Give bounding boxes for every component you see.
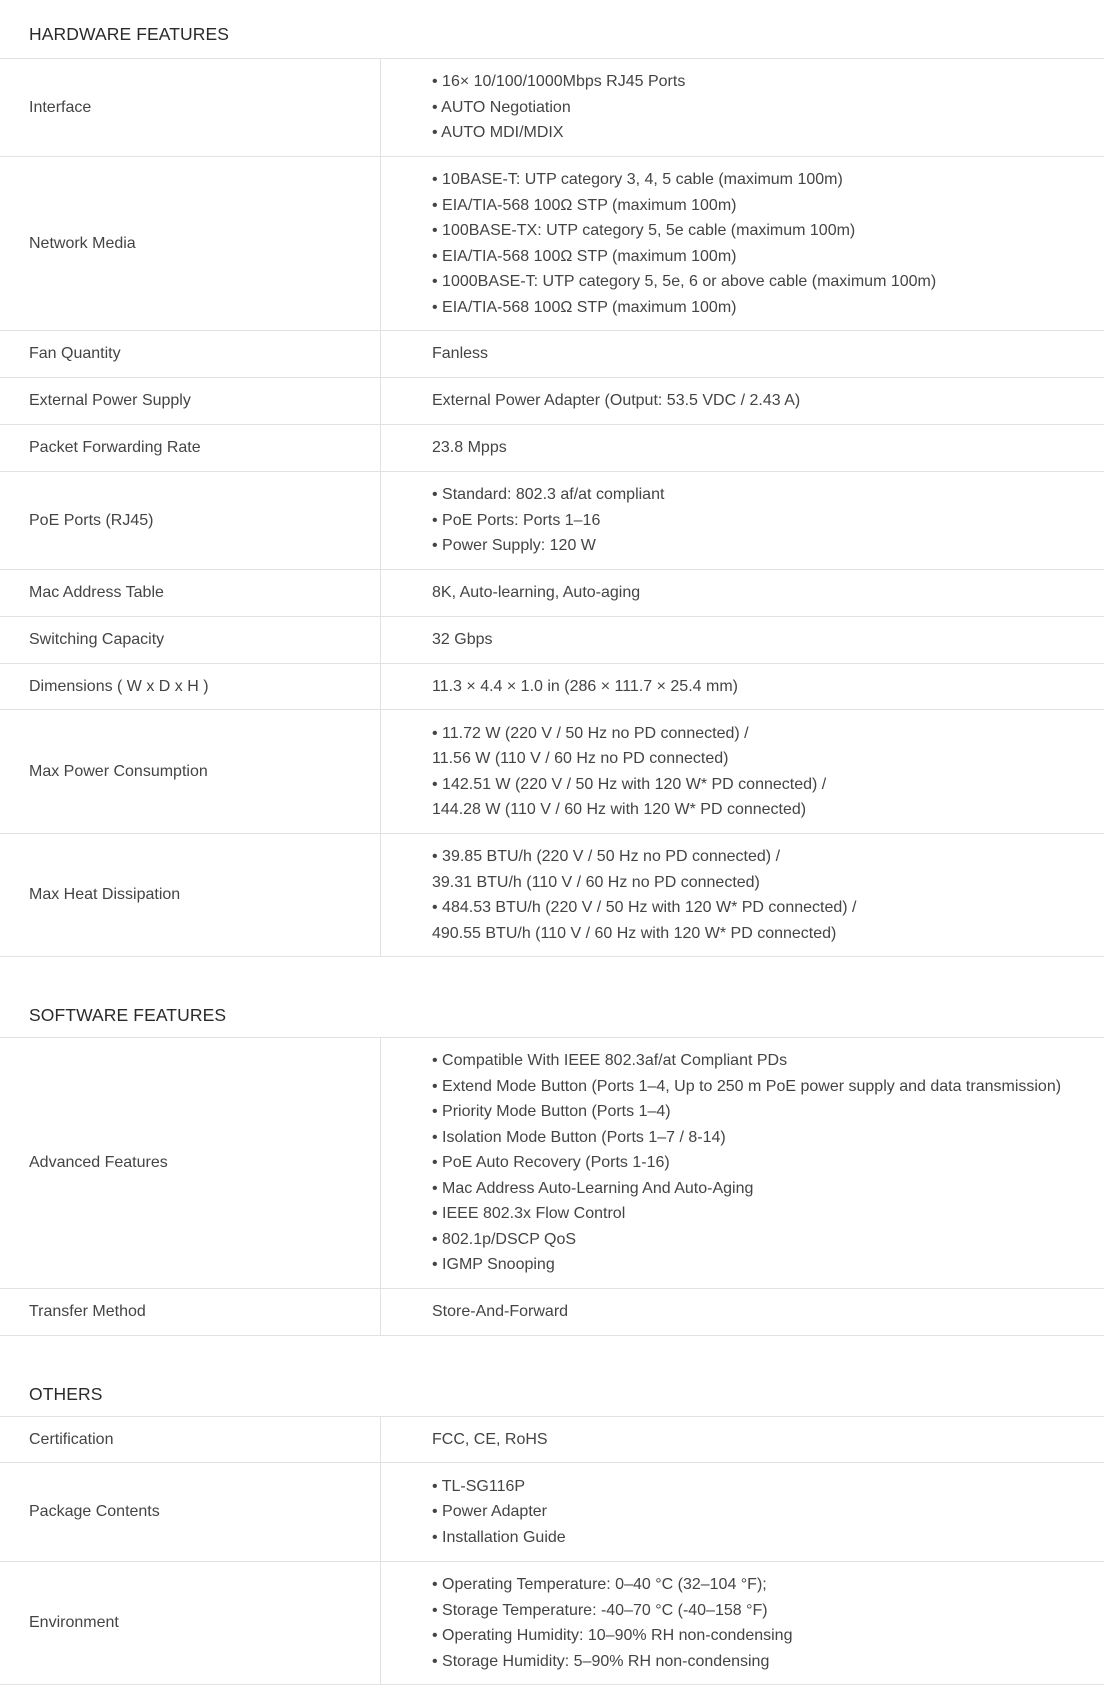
spec-value-line: • 802.1p/DSCP QoS — [432, 1230, 577, 1248]
spec-value-line: • 100BASE-TX: UTP category 5, 5e cable (maximum 100m) — [432, 222, 856, 239]
spec-label: Network Media — [0, 157, 381, 330]
spec-row-packet-forwarding-rate — [0, 425, 1104, 472]
spec-value — [381, 378, 1104, 424]
spec-value-line: • 16× 10/100/1000Mbps RJ45 Ports — [432, 73, 686, 91]
spec-value-line: • PoE Auto Recovery (Ports 1-16) — [432, 1154, 670, 1172]
spec-value-line: 11.56 W (110 V / 60 Hz no PD connected) — [432, 750, 729, 767]
spec-row-switching-capacity — [0, 617, 1104, 664]
spec-value — [381, 1562, 1104, 1684]
spec-value-line: • Isolation Mode Button (Ports 1–7 / 8-14) — [432, 1128, 726, 1146]
spec-value-line: • Priority Mode Button (Ports 1–4) — [432, 1103, 671, 1121]
spec-row-environment — [0, 1562, 1104, 1685]
spec-value-line: 32 Gbps — [432, 631, 493, 649]
spec-value-line: • IGMP Snooping — [432, 1256, 555, 1274]
spec-value-line: FCC, CE, RoHS — [432, 1430, 548, 1448]
spec-label: Environment — [0, 1562, 381, 1684]
spec-row-transfer-method — [0, 1289, 1104, 1336]
spec-value-line: • Storage Humidity: 5–90% RH non-condensing — [432, 1652, 770, 1670]
spec-value-line: • 142.51 W (220 V / 50 Hz with 120 W* PD connected) / — [432, 775, 827, 793]
spec-value-line: • Power Adapter — [432, 1503, 547, 1521]
spec-value — [381, 1038, 1104, 1288]
spec-label: PoE Ports (RJ45) — [0, 472, 381, 569]
spec-value-line: • 1000BASE-T: UTP category 5, 5e, 6 or above cable (maximum 100m) — [432, 273, 937, 290]
spec-value-line: 8K, Auto-learning, Auto-aging — [432, 584, 641, 602]
spec-value — [381, 1417, 1104, 1462]
spec-value-line: • Mac Address Auto-Learning And Auto-Aging — [432, 1179, 754, 1197]
spec-value-line: 23.8 Mpps — [432, 439, 507, 457]
spec-value-line: • EIA/TIA-568 100Ω STP (maximum 100m) — [432, 196, 737, 214]
spec-label: Switching Capacity — [0, 617, 381, 663]
spec-row-dimensions — [0, 664, 1104, 710]
spec-row-mac-address-table — [0, 570, 1104, 617]
spec-value-line: • Operating Temperature: 0–40 °C (32–104 °F); — [432, 1576, 767, 1593]
spec-row-interface — [0, 59, 1104, 157]
spec-label: Max Heat Dissipation — [0, 834, 381, 956]
spec-value-line: 490.55 BTU/h (110 V / 60 Hz with 120 W* PD connected) — [432, 924, 837, 942]
spec-row-fan-quantity — [0, 331, 1104, 378]
spec-value-line: Store-And-Forward — [432, 1303, 569, 1321]
spec-value — [381, 834, 1104, 956]
spec-value-line: • 10BASE-T: UTP category 3, 4, 5 cable (maximum 100m) — [432, 171, 843, 188]
spec-value-line: • Compatible With IEEE 802.3af/at Compliant PDs — [432, 1052, 788, 1070]
spec-label: Mac Address Table — [0, 570, 381, 616]
spec-value-line: 39.31 BTU/h (110 V / 60 Hz no PD connected) — [432, 873, 760, 891]
spec-row-max-heat-dissipation — [0, 834, 1104, 957]
spec-value-line: • 484.53 BTU/h (220 V / 50 Hz with 120 W* PD connected) / — [432, 899, 857, 916]
spec-value-line: • Standard: 802.3 af/at compliant — [432, 486, 665, 504]
spec-label: Packet Forwarding Rate — [0, 425, 381, 471]
spec-label: Package Contents — [0, 1463, 381, 1561]
spec-value — [381, 710, 1104, 833]
spec-value-line: • IEEE 802.3x Flow Control — [432, 1205, 626, 1223]
spec-label: Fan Quantity — [0, 331, 381, 377]
spec-value-line: • AUTO Negotiation — [432, 98, 571, 116]
spec-value — [381, 59, 1104, 156]
spec-value — [381, 617, 1104, 663]
spec-value — [381, 1289, 1104, 1335]
spec-value-line: 144.28 W (110 V / 60 Hz with 120 W* PD connected) — [432, 801, 807, 818]
spec-value-line: • Extend Mode Button (Ports 1–4, Up to 250 m PoE power supply and data transmission) — [432, 1077, 1062, 1095]
spec-value-line: • 39.85 BTU/h (220 V / 50 Hz no PD connected) / — [432, 848, 781, 865]
spec-label: Advanced Features — [0, 1038, 381, 1288]
spec-row-poe-ports — [0, 472, 1104, 570]
spec-value-line: • EIA/TIA-568 100Ω STP (maximum 100m) — [432, 298, 737, 316]
spec-value-line: External Power Adapter (Output: 53.5 VDC / 2.43 A) — [432, 392, 801, 410]
spec-row-certification — [0, 1417, 1104, 1463]
spec-table-hardware — [0, 58, 1104, 957]
spec-label: Transfer Method — [0, 1289, 381, 1335]
spec-value-line: • Installation Guide — [432, 1528, 566, 1546]
section-title-software: SOFTWARE FEATURES — [29, 1005, 227, 1025]
spec-label: External Power Supply — [0, 378, 381, 424]
spec-label: Certification — [0, 1417, 381, 1462]
spec-value — [381, 331, 1104, 377]
spec-label: Dimensions ( W x D x H ) — [0, 664, 381, 709]
spec-value — [381, 472, 1104, 569]
spec-row-network-media — [0, 157, 1104, 331]
spec-value — [381, 425, 1104, 471]
spec-label: Interface — [0, 59, 381, 156]
spec-value — [381, 157, 1104, 330]
spec-value — [381, 1463, 1104, 1561]
spec-value-line: • PoE Ports: Ports 1–16 — [432, 511, 601, 529]
spec-table-software — [0, 1037, 1104, 1336]
spec-table-others — [0, 1416, 1104, 1685]
spec-value-line: • AUTO MDI/MDIX — [432, 124, 564, 142]
spec-row-package-contents — [0, 1463, 1104, 1562]
section-title-others: OTHERS — [29, 1384, 103, 1404]
spec-value-line: • Storage Temperature: -40–70 °C (-40–158 °F) — [432, 1601, 768, 1619]
spec-row-external-power-supply — [0, 378, 1104, 425]
spec-value-line: • 11.72 W (220 V / 50 Hz no PD connected) / — [432, 724, 749, 742]
spec-row-advanced-features — [0, 1038, 1104, 1289]
spec-value-line: • TL-SG116P — [432, 1477, 526, 1495]
spec-value-line: • Operating Humidity: 10–90% RH non-condensing — [432, 1627, 793, 1644]
spec-value-line: Fanless — [432, 345, 489, 363]
spec-label: Max Power Consumption — [0, 710, 381, 833]
spec-value — [381, 664, 1104, 709]
spec-value — [381, 570, 1104, 616]
spec-value-line: • Power Supply: 120 W — [432, 537, 596, 555]
section-title-hardware: HARDWARE FEATURES — [29, 24, 230, 44]
spec-value-line: 11.3 × 4.4 × 1.0 in (286 × 111.7 × 25.4 mm) — [432, 677, 738, 695]
spec-row-max-power-consumption — [0, 710, 1104, 834]
spec-value-line: • EIA/TIA-568 100Ω STP (maximum 100m) — [432, 247, 737, 265]
